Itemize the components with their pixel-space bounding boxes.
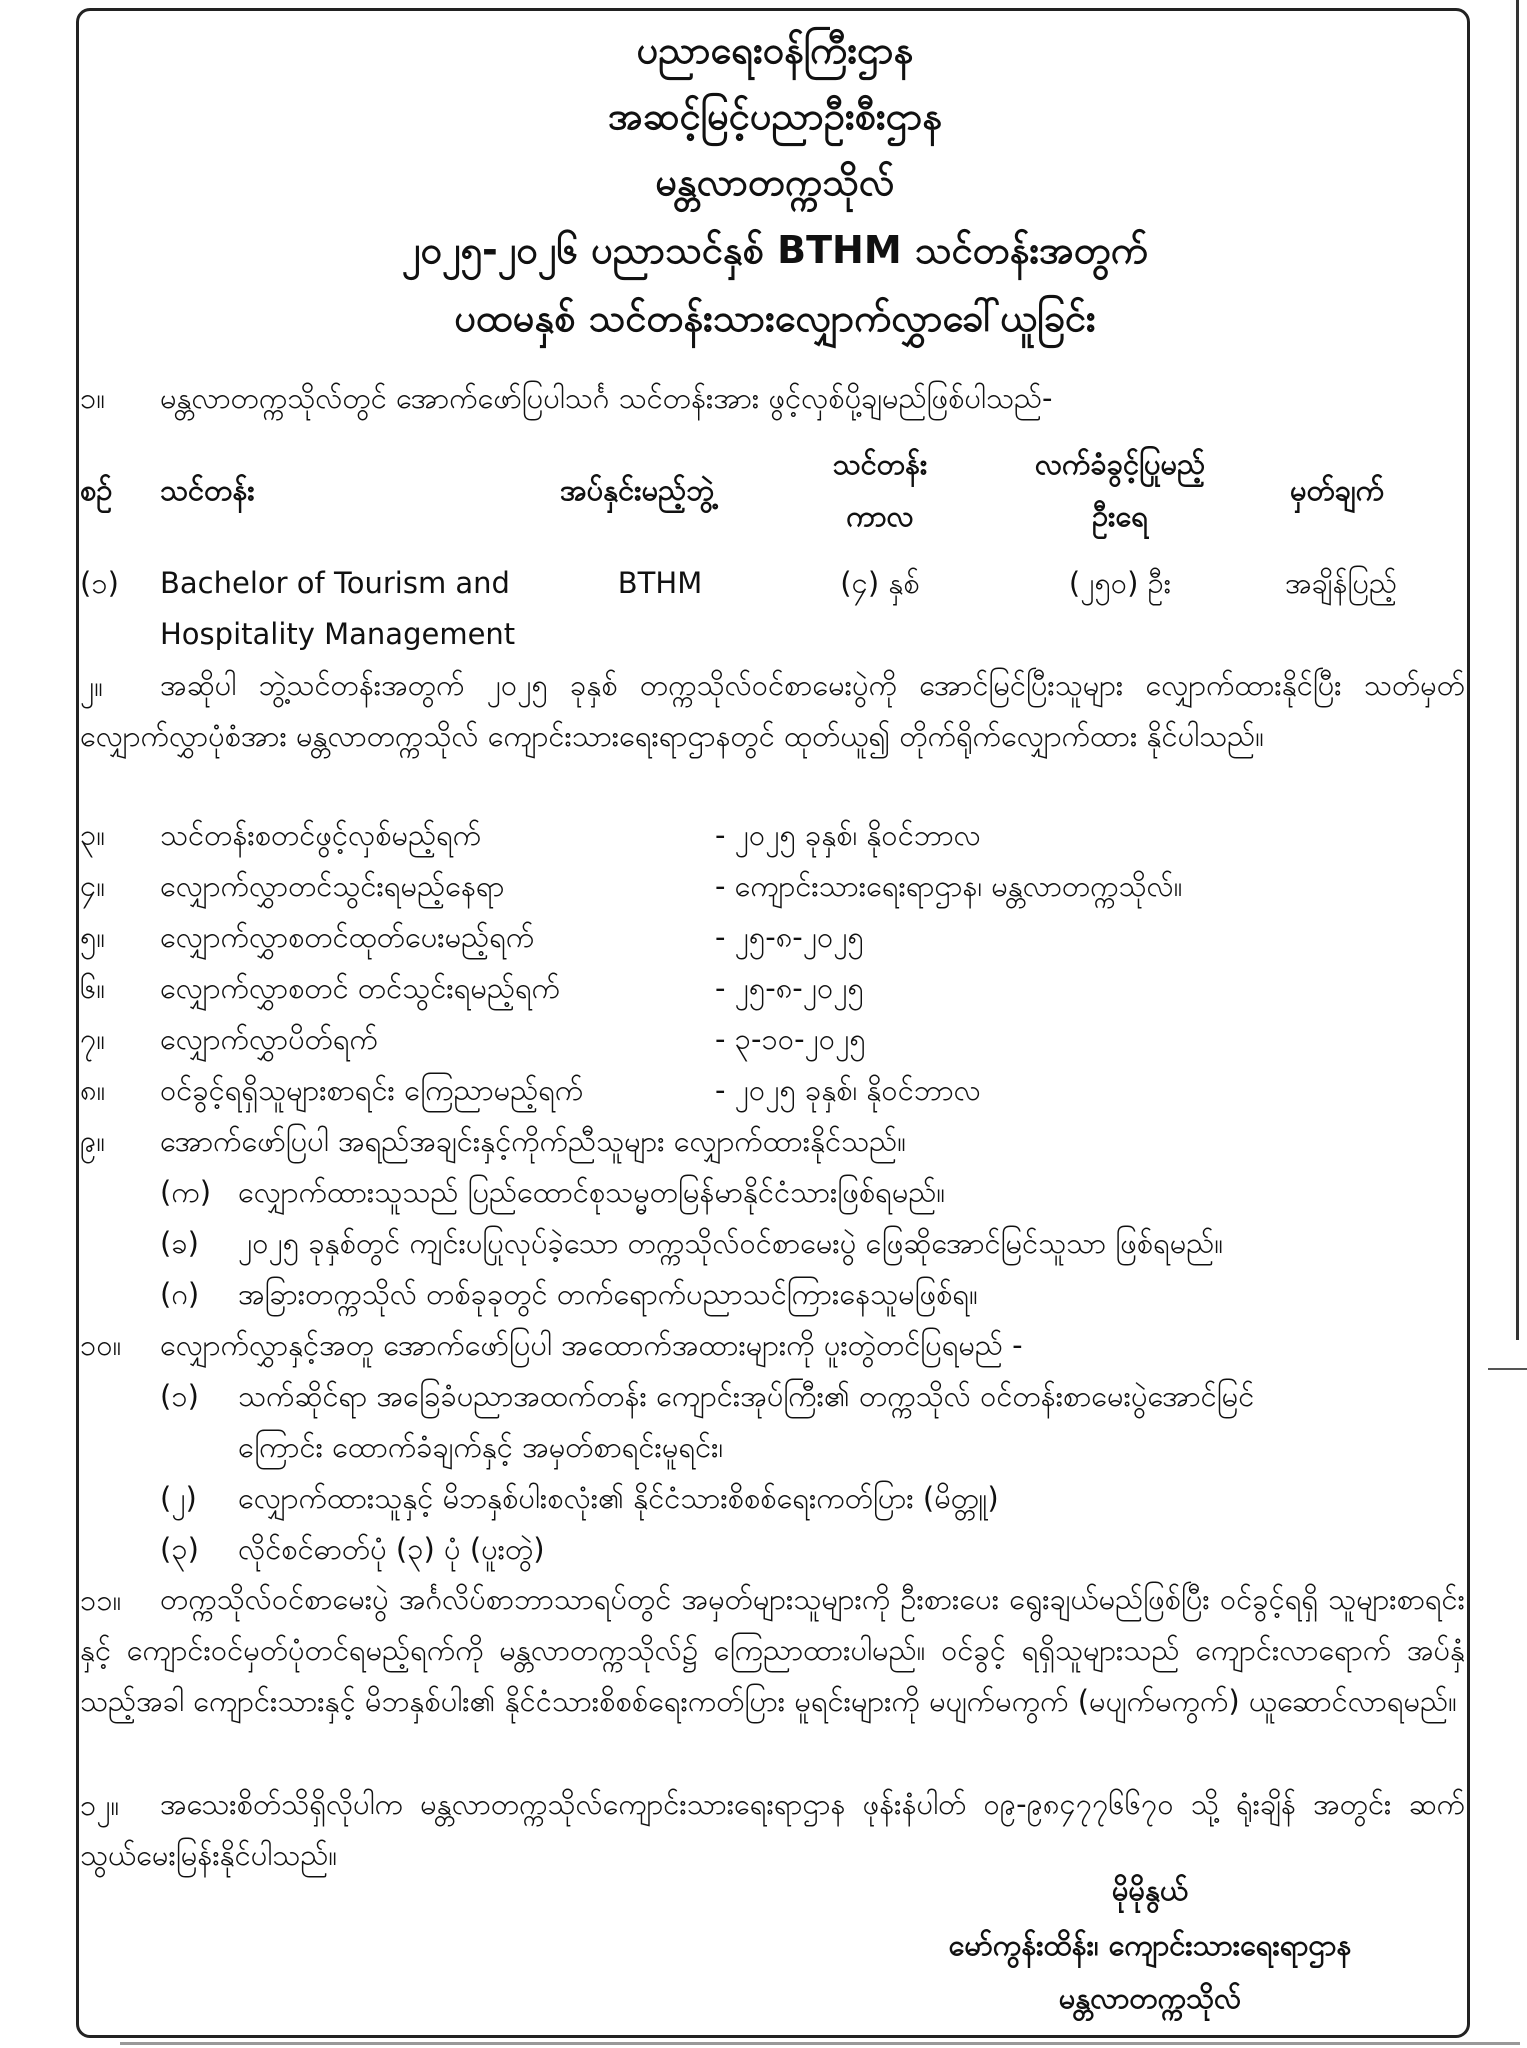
item-7-value: - ၃-၁၀-၂၀၂၅	[715, 1022, 866, 1056]
item-10-sub-1-label: (၁)	[160, 1379, 199, 1413]
item-10-sub-3-text: လိုင်စင်ဓာတ်ပုံ (၃) ပုံ (ပူးတွဲ)	[238, 1532, 545, 1566]
item-10-sub-2-text: လျှောက်ထားသူနှင့် မိဘနှစ်ပါးစလုံး၏ နိုင်ငံသားစိစစ်ရေးကတ်ပြား (မိတ္တူ)	[238, 1481, 999, 1515]
item-6-label: လျှောက်လွှာစတင် တင်သွင်းရမည့်ရက်	[160, 971, 561, 1005]
item-1-text: မန္တလာတက္ကသိုလ်တွင် အောက်ဖော်ပြပါသင်္ဂ သင်တန်းအား ဖွင့်လှစ်ပို့ချမည်ဖြစ်ပါသည်-	[160, 381, 1053, 415]
signatory-name: မိုမိုနွယ်	[1111, 1873, 1189, 1907]
table-cell-course-2: Hospitality Management	[160, 617, 516, 651]
item-9-number: ၉။	[80, 1124, 106, 1158]
item-10-sub-1-line-1: သက်ဆိုင်ရာ အခြေခံပညာအထက်တန်း ကျောင်းအုပ်ကြီး၏ တက္ကသိုလ် ဝင်တန်းစာမေးပွဲအောင်မြင်	[238, 1379, 1255, 1413]
table-header-no: စဉ်	[80, 473, 113, 507]
item-10-number: ၁၀။	[80, 1328, 122, 1362]
item-8-number: ၈။	[80, 1073, 106, 1107]
table-cell-no: (၁)	[80, 566, 119, 600]
item-1-number: ၁။	[80, 381, 106, 415]
table-cell-duration: (၄) နှစ်	[840, 566, 920, 600]
item-3-number: ၃။	[80, 818, 106, 852]
ministry-title: ပညာရေးဝန်ကြီးဌာန	[636, 28, 914, 72]
signatory-organization: မန္တလာတက္ကသိုလ်	[1058, 1981, 1242, 2015]
university-title: မန္တလာတက္ကသိုလ်	[655, 160, 895, 204]
item-2-text: အဆိုပါ ဘွဲ့သင်တန်းအတွက် ၂၀၂၅ ခုနှစ် တက္ကသိုလ်ဝင်စာမေးပွဲကို အောင်မြင်ပြီးသူများ လျှောက်ထားနိုင်ပြီး သတ်မှတ်လျှောက်လွှာပုံစံအား မန္တလာတက္ကသိုလ် ကျောင်းသားရေးရာဌာနတွင် ထုတ်ယူ၍ တိုက်ရိုက်လျှောက်ထား နိုင်ပါသည်။	[80, 668, 1465, 753]
item-11-number: ၁၁။	[80, 1583, 122, 1617]
table-header-remarks: မှတ်ချက်	[1290, 473, 1385, 507]
item-11-text: တက္ကသိုလ်ဝင်စာမေးပွဲ အင်္ဂလိပ်စာဘာသာရပ်တွင် အမှတ်များသူများကို ဦးစားပေး ရွေးချယ်မည်ဖြစ်ပြီး ဝင်ခွင့်ရရှိ သူများစာရင်းနှင့် ကျောင်းဝင်မှတ်ပုံတင်ရမည့်ရက်ကို မန္တလာတက္ကသိုလ်၌ ကြေညာထားပါမည်။ ဝင်ခွင့် ရရှိသူများသည် ကျောင်းလာရောက် အပ်နှံသည့်အခါ ကျောင်းသားနှင့် မိဘနှစ်ပါး၏ နိုင်ငံသားစိစစ်ရေးကတ်ပြား မူရင်းများကို မပျက်မကွက် (မပျက်မကွက်) ယူဆောင်လာရမည်။	[80, 1582, 1465, 1718]
table-cell-remarks: အချိန်ပြည့်	[1285, 566, 1397, 600]
item-7-number: ၇။	[80, 1022, 106, 1056]
item-8-value: - ၂၀၂၅ ခုနှစ်၊ နိုဝင်ဘာလ	[715, 1073, 981, 1107]
page-edge-mark	[1488, 1368, 1527, 1370]
item-4-label: လျှောက်လွှာတင်သွင်းရမည့်နေရာ	[160, 869, 505, 903]
page-edge-bottom	[120, 2042, 1520, 2045]
item-3-label: သင်တန်းစတင်ဖွင့်လှစ်မည့်ရက်	[160, 818, 482, 852]
department-title: အဆင့်မြင့်ပညာဦးစီးဌာန	[607, 94, 943, 138]
table-header-degree: အပ်နှင်းမည့်ဘွဲ့	[560, 473, 715, 507]
item-10-text: လျှောက်လွှာနှင့်အတူ အောက်ဖော်ပြပါ အထောက်အထားများကို ပူးတွဲတင်ပြရမည် -	[160, 1328, 1023, 1362]
item-5-value: - ၂၅-၈-၂၀၂၅	[715, 920, 864, 954]
item-12-number: ၁၂။	[80, 1788, 120, 1822]
item-9-sub-a-text: လျှောက်ထားသူသည် ပြည်ထောင်စုသမ္မတမြန်မာနိုင်ငံသားဖြစ်ရမည်။	[238, 1175, 946, 1209]
notice-title: ပထမနှစ် သင်တန်းသားလျှောက်လွှာခေါ်ယူခြင်း	[454, 296, 1096, 340]
item-9-text: အောက်ဖော်ပြပါ အရည်အချင်းနှင့်ကိုက်ညီသူများ လျှောက်ထားနိုင်သည်။	[160, 1124, 906, 1158]
table-cell-degree: BTHM	[617, 566, 703, 600]
item-9-sub-a-label: (က)	[160, 1175, 212, 1209]
signatory-title: မော်ကွန်းထိန်း၊ ကျောင်းသားရေးရာဌာန	[948, 1928, 1352, 1962]
item-3-value: - ၂၀၂၅ ခုနှစ်၊ နိုဝင်ဘာလ	[715, 818, 981, 852]
item-6-value: - ၂၅-၈-၂၀၂၅	[715, 971, 864, 1005]
item-2-number: ၂။	[80, 669, 104, 703]
item-12-text: အသေးစိတ်သိရှိလိုပါက မန္တလာတက္ကသိုလ်ကျောင်းသားရေးရာဌာန ဖုန်းနံပါတ် ၀၉-၉၈၄၇၇၆၆၇၀ သို့ ရုံးချိန် အတွင်း ဆက်သွယ်မေးမြန်းနိုင်ပါသည်။	[80, 1787, 1465, 1872]
item-10-sub-1-line-2: ကြောင်း ထောက်ခံချက်နှင့် အမှတ်စာရင်းမူရင်း၊	[238, 1430, 724, 1464]
item-9-sub-c-label: (ဂ)	[160, 1277, 200, 1311]
table-header-course: သင်တန်း	[160, 473, 255, 507]
table-cell-intake: (၂၅၀) ဦး	[1068, 566, 1172, 600]
item-9-sub-b-label: (ခ)	[160, 1226, 199, 1260]
item-8-label: ဝင်ခွင့်ရရှိသူများစာရင်း ကြေညာမည့်ရက်	[160, 1073, 584, 1107]
page-edge-right	[1516, 0, 1519, 1340]
table-header-duration-2: ကာလ	[846, 499, 914, 533]
item-6-number: ၆။	[80, 971, 106, 1005]
item-4-value: - ကျောင်းသားရေးရာဌာန၊ မန္တလာတက္ကသိုလ်။	[715, 869, 1183, 903]
table-header-duration-1: သင်တန်း	[832, 447, 928, 481]
item-9-sub-b-text: ၂၀၂၅ ခုနှစ်တွင် ကျင်းပပြုလုပ်ခဲ့သော တက္ကသိုလ်ဝင်စာမေးပွဲ ဖြေဆိုအောင်မြင်သူသာ ဖြစ်ရမည်။	[238, 1226, 1224, 1260]
table-header-intake-2: ဦးရေ	[1092, 499, 1148, 533]
item-4-number: ၄။	[80, 869, 106, 903]
item-5-number: ၅။	[80, 920, 106, 954]
item-10-sub-2-label: (၂)	[160, 1481, 197, 1515]
academic-year-title: ၂၀၂၅-၂၀၂၆ ပညာသင်နှစ် BTHM သင်တန်းအတွက်	[401, 228, 1149, 272]
table-header-intake-1: လက်ခံခွင့်ပြုမည့်	[1034, 447, 1206, 481]
item-5-label: လျှောက်လွှာစတင်ထုတ်ပေးမည့်ရက်	[160, 920, 535, 954]
item-9-sub-c-text: အခြားတက္ကသိုလ် တစ်ခုခုတွင် တက်ရောက်ပညာသင်ကြားနေသူမဖြစ်ရ။	[238, 1277, 978, 1311]
item-7-label: လျှောက်လွှာပိတ်ရက်	[160, 1022, 378, 1056]
item-10-sub-3-label: (၃)	[160, 1532, 199, 1566]
table-cell-course-1: Bachelor of Tourism and	[160, 566, 510, 600]
